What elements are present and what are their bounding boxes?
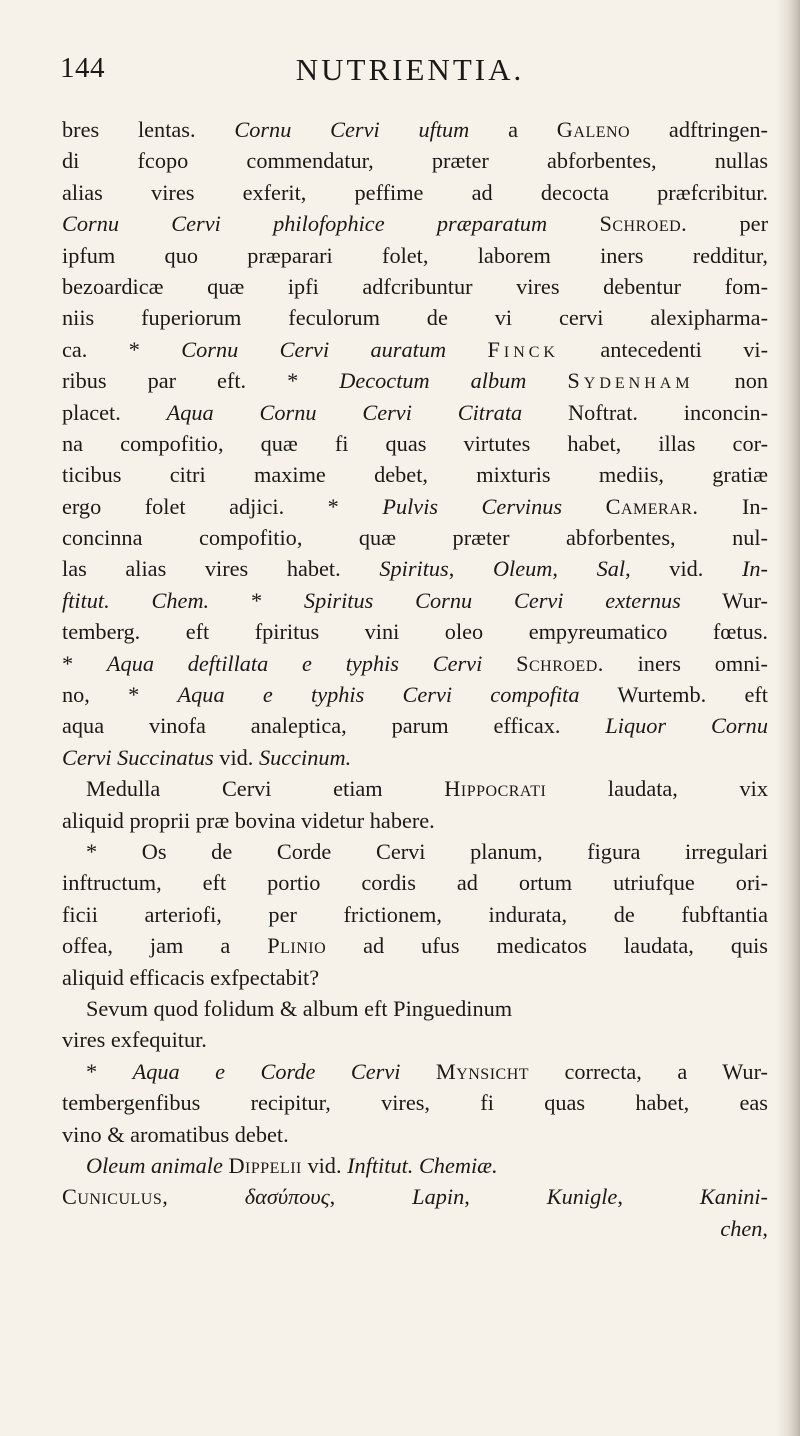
body-text bbox=[62, 114, 768, 1244]
text-run: ribus par eft. * bbox=[62, 368, 340, 394]
text-run: , bbox=[162, 1184, 245, 1210]
text-run: vid. bbox=[213, 744, 259, 770]
text-run: , vid. bbox=[625, 556, 742, 582]
italic-term: δασύπους bbox=[244, 1184, 330, 1210]
text-run: ficii arteriofi, per frictionem, indurata, de fubftantia bbox=[62, 901, 768, 927]
italic-term: Kanini- bbox=[699, 1184, 768, 1210]
text-run: placet. bbox=[62, 399, 167, 425]
text-run: bres lentas. bbox=[62, 117, 235, 142]
text-run: las alias vires habet. bbox=[62, 556, 380, 582]
text-run: ad ufus medicatos laudata, quis bbox=[326, 933, 768, 959]
author-name: Schroed. bbox=[516, 650, 604, 676]
italic-term: Sal bbox=[596, 556, 626, 582]
italic-term: In- bbox=[741, 556, 768, 582]
author-name: Schroed. bbox=[599, 211, 688, 237]
text-run: offea, jam a bbox=[62, 933, 268, 959]
text-line bbox=[62, 491, 768, 522]
text-run: non bbox=[693, 368, 769, 394]
text-run: , bbox=[464, 1184, 547, 1210]
text-line bbox=[62, 428, 768, 459]
text-run bbox=[526, 368, 567, 393]
text-line bbox=[62, 710, 768, 741]
author-name: Hippocrati bbox=[444, 776, 547, 802]
italic-term: Aqua e Corde Cervi bbox=[132, 1058, 401, 1084]
text-run: niis fuperiorum feculorum de vi cervi alexipharma- bbox=[62, 305, 768, 331]
text-run: * bbox=[86, 1058, 133, 1084]
text-run: , bbox=[448, 556, 493, 582]
text-run: ca. * bbox=[62, 336, 182, 362]
text-line bbox=[62, 1150, 768, 1181]
author-name: Finck bbox=[487, 336, 559, 362]
text-run: In- bbox=[698, 493, 768, 519]
text-line bbox=[62, 616, 768, 647]
text-line bbox=[62, 585, 768, 616]
text-run: bezoardicæ quæ ipfi adfcribuntur vires debentur fom- bbox=[62, 273, 768, 299]
text-line bbox=[62, 334, 768, 365]
page-edge-shadow bbox=[778, 0, 800, 1436]
text-line bbox=[62, 397, 768, 428]
text-line bbox=[62, 742, 768, 773]
text-run: , bbox=[552, 556, 597, 582]
author-name: Galeno bbox=[556, 117, 631, 142]
text-run bbox=[562, 494, 606, 519]
author-name: Cuniculus bbox=[62, 1184, 163, 1210]
text-line bbox=[62, 208, 768, 239]
text-run: vires exfequitur. bbox=[62, 1027, 207, 1053]
text-line bbox=[62, 114, 768, 145]
text-run: ticibus citri maxime debet, mixturis mediis, gratiæ bbox=[62, 462, 768, 488]
italic-term: Lapin bbox=[412, 1184, 465, 1210]
italic-term: Decoctum album bbox=[339, 368, 527, 394]
text-run: Sevum quod folidum & album eft Pinguedinum bbox=[86, 995, 513, 1021]
italic-term: Liquor Cornu bbox=[605, 713, 768, 739]
author-name: Dippelii bbox=[228, 1152, 302, 1178]
text-run: * bbox=[62, 650, 107, 676]
page-header bbox=[60, 52, 760, 92]
text-run: * Os de Corde Cervi planum, figura irregulari bbox=[86, 838, 768, 864]
italic-term: Aqua e typhis Cervi compofita bbox=[177, 682, 580, 708]
text-line bbox=[62, 1181, 768, 1212]
italic-term: Inftitut. Chemiæ. bbox=[347, 1152, 498, 1178]
text-run: na compofitio, quæ fi quas virtutes habet, illas cor- bbox=[62, 430, 768, 456]
text-run: a bbox=[469, 117, 557, 142]
text-run: aliquid efficacis exfpectabit? bbox=[62, 964, 320, 990]
italic-term: Cervi Succinatus bbox=[62, 744, 214, 770]
text-run: alias vires exferit, peffime ad decocta præfcribitur. bbox=[62, 179, 768, 205]
text-line bbox=[62, 522, 768, 553]
text-run: no, * bbox=[62, 682, 178, 708]
text-run: * bbox=[209, 587, 304, 613]
italic-term: Oleum bbox=[492, 556, 553, 582]
text-line bbox=[62, 1056, 768, 1087]
italic-term: Aqua deftillata e typhis Cervi bbox=[106, 650, 483, 676]
text-run: iners omni- bbox=[603, 650, 768, 676]
text-line bbox=[62, 648, 768, 679]
italic-term: Kunigle bbox=[546, 1184, 618, 1210]
text-run: correcta, a Wur- bbox=[529, 1058, 768, 1084]
italic-term: Spiritus Cornu Cervi externus bbox=[303, 587, 681, 613]
italic-term: Cornu Cervi auratum bbox=[181, 336, 447, 362]
text-run: ergo folet adjici. * bbox=[62, 493, 383, 519]
text-line bbox=[62, 302, 768, 333]
text-run: aliquid proprii præ bovina videtur habere. bbox=[62, 807, 435, 833]
text-line bbox=[62, 836, 768, 867]
text-run: adftringen- bbox=[630, 117, 768, 142]
text-line bbox=[62, 993, 768, 1024]
text-line bbox=[62, 553, 768, 584]
text-line bbox=[62, 459, 768, 490]
italic-term: Cornu Cervi philofophice præparatum bbox=[62, 211, 548, 237]
text-line bbox=[62, 679, 768, 710]
text-run: di fcopo commendatur, præter abforbentes, nullas bbox=[62, 148, 768, 174]
text-run bbox=[446, 337, 487, 362]
author-name: Plinio bbox=[267, 933, 327, 959]
author-name: Camerar. bbox=[605, 493, 699, 519]
text-run: inftructum, eft portio cordis ad ortum utriufque ori- bbox=[62, 870, 768, 896]
author-name: Mynsicht bbox=[435, 1058, 530, 1084]
text-run: per bbox=[687, 211, 769, 237]
text-run: laudata, vix bbox=[546, 776, 769, 802]
text-run: temberg. eft fpiritus vini oleo empyreumatico fœtus. bbox=[62, 619, 768, 645]
running-head: NUTRIENTIA. bbox=[295, 52, 525, 87]
text-line bbox=[62, 1087, 768, 1118]
text-line bbox=[62, 930, 768, 961]
text-run: Wur- bbox=[680, 587, 768, 613]
text-line bbox=[62, 899, 768, 930]
text-line bbox=[62, 240, 768, 271]
text-run bbox=[400, 1059, 435, 1084]
italic-term: Oleum animale bbox=[86, 1152, 223, 1178]
text-run: ipfum quo præparari folet, laborem iners redditur, bbox=[62, 242, 768, 268]
text-run: , bbox=[617, 1184, 700, 1210]
author-name: Sydenham bbox=[567, 368, 694, 394]
text-run bbox=[547, 211, 599, 236]
text-run: vino & aromatibus debet. bbox=[62, 1121, 289, 1147]
text-line bbox=[62, 1119, 768, 1150]
italic-term: ftitut. Chem. bbox=[62, 587, 210, 613]
text-line bbox=[62, 867, 768, 898]
text-run: Wurtemb. eft bbox=[579, 682, 768, 708]
text-run: , bbox=[762, 1215, 768, 1241]
text-line bbox=[62, 805, 768, 836]
text-run: Noftrat. inconcin- bbox=[522, 399, 768, 425]
text-run: , bbox=[329, 1184, 413, 1210]
italic-term: Pulvis Cervinus bbox=[382, 493, 563, 519]
text-run bbox=[482, 651, 516, 676]
text-run: tembergenfibus recipitur, vires, fi quas habet, eas bbox=[62, 1090, 768, 1116]
text-line bbox=[62, 1213, 768, 1244]
italic-term: chen bbox=[720, 1215, 763, 1241]
text-run: vid. bbox=[301, 1152, 348, 1178]
italic-term: Cornu Cervi uftum bbox=[234, 117, 470, 142]
text-line bbox=[62, 1024, 768, 1055]
italic-term: Spiritus bbox=[379, 556, 449, 582]
text-run: antecedenti vi- bbox=[558, 336, 768, 362]
text-line bbox=[62, 177, 768, 208]
text-line bbox=[62, 962, 768, 993]
text-run: aqua vinofa analeptica, parum efficax. bbox=[62, 713, 606, 739]
text-run: Medulla Cervi etiam bbox=[86, 776, 445, 802]
italic-term: Aqua Cornu Cervi Citrata bbox=[166, 399, 523, 425]
text-line bbox=[62, 271, 768, 302]
text-line bbox=[62, 365, 768, 396]
text-line bbox=[62, 145, 768, 176]
italic-term: Succinum. bbox=[258, 744, 352, 770]
text-run: concinna compofitio, quæ præter abforbentes, nul- bbox=[62, 525, 768, 551]
text-line bbox=[62, 773, 768, 804]
page-number: 144 bbox=[60, 52, 105, 84]
